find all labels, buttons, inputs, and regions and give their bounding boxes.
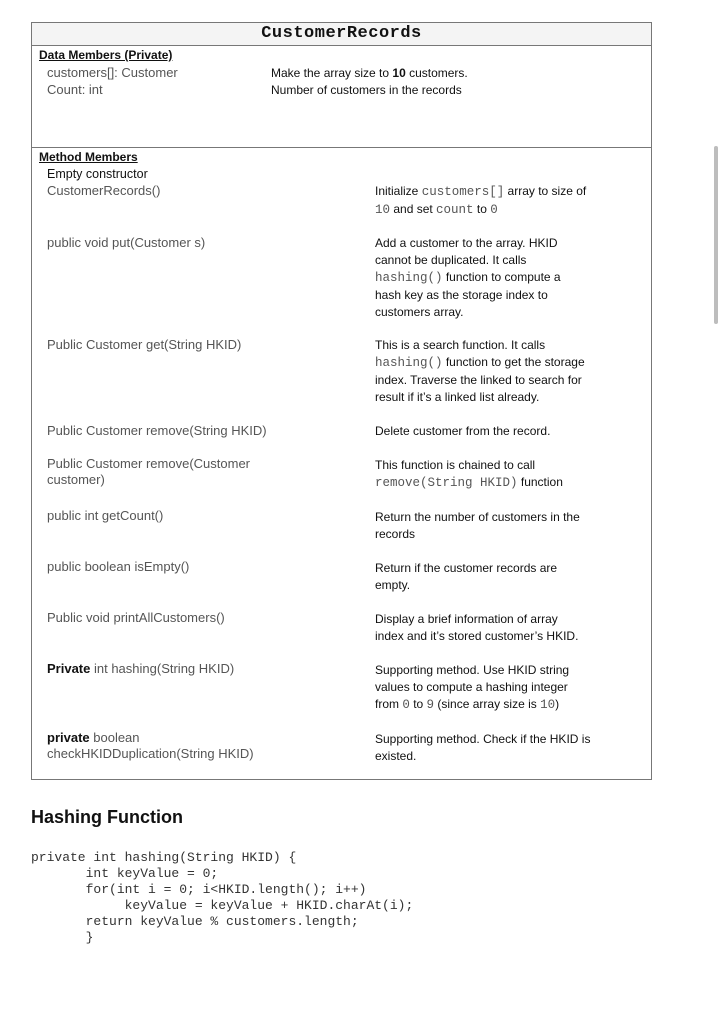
method-put-code: public void put(Customer s): [47, 235, 206, 250]
class-diagram-box: [31, 22, 652, 780]
member-customers-code: customers[]: Customer: [47, 65, 178, 80]
method-hashing-desc: Supporting method. Use HKID string values to compute a hashing integer from 0 to 9 (since array size is 10): [375, 663, 570, 712]
method-getcount-code: public int getCount(): [47, 508, 164, 523]
method-remove-customer-desc: This function is chained to call remove(String HKID) function: [375, 458, 563, 490]
method-check-duplication-desc: Supporting method. Check if the HKID is existed.: [375, 732, 591, 763]
data-members-heading: Data Members (Private): [39, 48, 173, 62]
method-constructor-desc: Initialize customers[] array to size of 10 and set count to 0: [375, 184, 587, 217]
member-count-code: Count: int: [47, 82, 103, 97]
scrollbar-thumb[interactable]: [714, 146, 718, 324]
method-constructor-code: CustomerRecords(): [47, 183, 161, 198]
method-put-desc: Add a customer to the array. HKID cannot be duplicated. It calls hashing() function to compute a hash key as the storage index to customers array.: [375, 236, 561, 319]
method-remove-hkid-code: Public Customer remove(String HKID): [47, 423, 267, 438]
method-getcount-desc: Return the number of customers in the records: [375, 510, 580, 541]
member-customers-desc: Make the array size to 10 customers.: [271, 66, 468, 80]
method-isempty-code: public boolean isEmpty(): [47, 559, 190, 574]
method-members-section: [32, 148, 651, 780]
method-check-duplication-code: private boolean checkHKIDDuplication(String HKID): [47, 730, 254, 761]
hashing-function-heading: Hashing Function: [31, 807, 183, 827]
method-hashing-code: Private int hashing(String HKID): [47, 661, 235, 676]
class-title: CustomerRecords: [32, 23, 651, 46]
method-isempty-desc: Return if the customer records are empty.: [375, 561, 558, 592]
data-members-section: [32, 46, 651, 148]
method-remove-customer-code: Public Customer remove(Customer customer): [47, 456, 251, 487]
empty-constructor-label: Empty constructor: [47, 167, 148, 181]
method-get-desc: This is a search function. It calls hashing() function to get the storage index. Traverse the linked to search for result if it’s a linked list already.: [375, 338, 585, 404]
hashing-function-code: private int hashing(String HKID) { int keyValue = 0; for(int i = 0; i<HKID.length(); i++) keyValue = keyValue + HKID.charAt(i); return keyValue % customers.length; }: [31, 850, 414, 945]
method-printall-desc: Display a brief information of array index and it’s stored customer’s HKID.: [375, 612, 579, 643]
method-get-code: Public Customer get(String HKID): [47, 337, 242, 352]
member-count-desc: Number of customers in the records: [271, 83, 462, 97]
method-members-heading: Method Members: [39, 150, 138, 164]
method-remove-hkid-desc: Delete customer from the record.: [375, 424, 551, 438]
method-printall-code: Public void printAllCustomers(): [47, 610, 225, 625]
